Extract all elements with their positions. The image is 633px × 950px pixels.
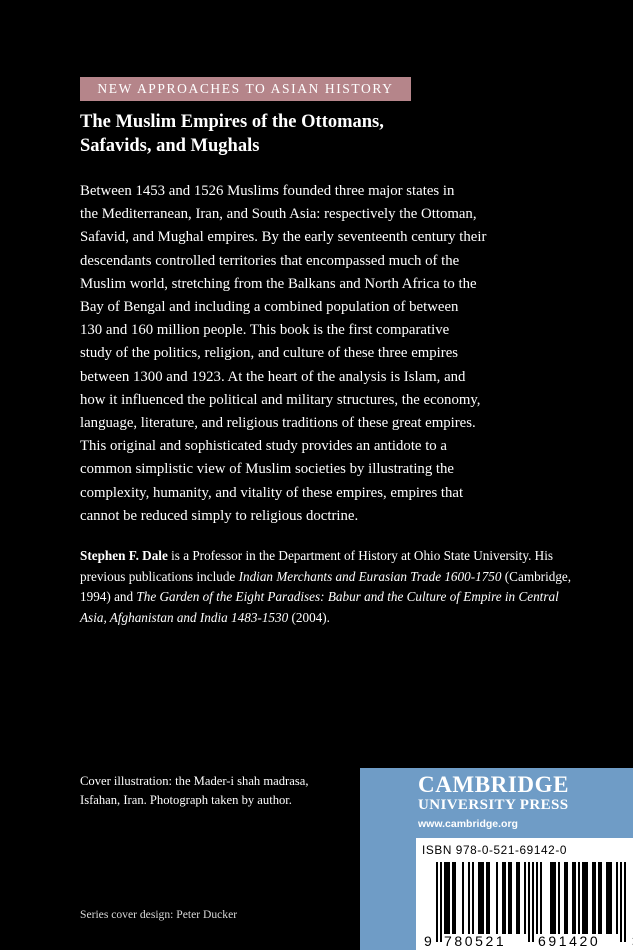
barcode-bar <box>552 862 554 934</box>
blurb-line: cannot be reduced simply to religious doctrine. <box>80 507 359 524</box>
barcode-bar <box>468 862 470 934</box>
blurb-line: descendants controlled territories that encompassed much of the <box>80 252 460 269</box>
cover-credit-line: Cover illustration: the Mader-i shah madrasa, <box>80 774 309 788</box>
barcode-bar <box>620 862 622 942</box>
barcode-bar <box>444 862 446 934</box>
barcode-bar <box>578 862 580 934</box>
barcode-bar <box>482 862 484 934</box>
series-banner: NEW APPROACHES TO ASIAN HISTORY <box>80 77 411 101</box>
barcode-bar <box>594 862 596 934</box>
blurb-line: complexity, humanity, and vitality of these empires, empires that <box>80 484 464 501</box>
blurb-line: Bay of Bengal and including a combined population of between <box>80 299 459 316</box>
barcode-bar <box>496 862 498 934</box>
blurb-line: This original and sophisticated study provides an antidote to a <box>80 438 447 455</box>
series-design-credit: Series cover design: Peter Ducker <box>80 908 238 921</box>
barcode-bar <box>592 862 594 934</box>
isbn-label: ISBN 978-0-521-69142-0 <box>422 843 568 857</box>
blurb-line: common simplistic view of Muslim societies by illustrating the <box>80 461 454 478</box>
publisher-subtitle: UNIVERSITY PRESS <box>418 797 569 813</box>
author-bio-text: (Cambridge, 1994) and <box>80 568 572 604</box>
publisher-logo: CAMBRIDGE <box>418 772 570 797</box>
barcode-bar <box>462 862 464 934</box>
blurb-line: language, literature, and religious traditions of these great empires. <box>80 415 476 432</box>
barcode-bar <box>446 862 448 934</box>
barcode-bar <box>574 862 576 934</box>
barcode-bar <box>598 862 600 934</box>
barcode-bar <box>532 862 534 942</box>
barcode-bar <box>436 862 438 942</box>
barcode-bar <box>454 862 456 934</box>
blurb-line: study of the politics, religion, and culture of these three empires <box>80 345 459 362</box>
previous-book-title: The Garden of the Eight Paradises: Babur and the Culture of Empire in Central Asia, Afghanistan and India 1483-1530 <box>80 589 559 625</box>
barcode-bar <box>508 862 510 934</box>
barcode-bar <box>540 862 542 934</box>
barcode-bar <box>624 862 626 942</box>
barcode-bar <box>516 862 518 934</box>
barcode-bar <box>528 862 530 942</box>
barcode-bar <box>510 862 512 934</box>
barcode-bar <box>448 862 450 934</box>
barcode-bar <box>554 862 556 934</box>
barcode-bar <box>564 862 566 934</box>
title-line-2: Safavids, and Mughals <box>80 136 260 156</box>
barcode-bar <box>586 862 588 934</box>
previous-book-title: Indian Merchants and Eurasian Trade 1600-1750 <box>238 568 502 584</box>
title-line-1: The Muslim Empires of the Ottomans, <box>80 112 384 132</box>
blurb-line: between 1300 and 1923. At the heart of the analysis is Islam, and <box>80 368 466 385</box>
barcode-bar <box>582 862 584 934</box>
barcode-bar <box>572 862 574 934</box>
author-bio-text: (2004). <box>288 609 330 625</box>
author-name: Stephen F. Dale <box>80 548 168 563</box>
cover-credit-line: Isfahan, Iran. Photograph taken by author. <box>80 792 292 807</box>
publisher-panel <box>360 768 633 950</box>
barcode-digits: 691420 <box>538 933 601 949</box>
barcode-bar <box>486 862 488 934</box>
barcode-digits: 780521 <box>444 933 507 949</box>
barcode-bar <box>600 862 602 934</box>
barcode-bar <box>480 862 482 934</box>
book-title <box>80 110 560 158</box>
barcode-bar <box>608 862 610 934</box>
barcode-bar <box>584 862 586 934</box>
blurb-line: Muslim world, stretching from the Balkans and North Africa to the <box>80 275 477 292</box>
book-blurb <box>80 180 580 528</box>
barcode <box>416 838 633 950</box>
barcode-bar <box>488 862 490 934</box>
barcode-bar <box>606 862 608 934</box>
barcode-bar <box>478 862 480 934</box>
blurb-line: 130 and 160 million people. This book is the first comparative <box>80 322 450 339</box>
barcode-bar <box>616 862 618 934</box>
blurb-line: how it influenced the political and military structures, the economy, <box>80 391 481 408</box>
author-bio <box>80 546 580 628</box>
barcode-bar <box>550 862 552 934</box>
barcode-bar <box>524 862 526 934</box>
barcode-bar <box>610 862 612 934</box>
blurb-line: Safavid, and Mughal empires. By the early seventeenth century their <box>80 229 487 246</box>
barcode-bar <box>566 862 568 934</box>
barcode-bar <box>504 862 506 934</box>
barcode-digits: 9 <box>424 933 435 949</box>
blurb-line: the Mediterranean, Iran, and South Asia: respectively the Ottoman, <box>80 206 477 223</box>
barcode-bar <box>472 862 474 934</box>
author-bio-text: is a Professor in the Department of History at Ohio State University. His previous publications include <box>80 548 553 584</box>
barcode-bar <box>502 862 504 934</box>
barcode-bar <box>558 862 560 934</box>
barcode-bar <box>536 862 538 934</box>
barcode-bar <box>518 862 520 934</box>
publisher-url: www.cambridge.org <box>418 818 518 830</box>
barcode-bar <box>452 862 454 934</box>
cover-illustration-credit <box>80 772 370 809</box>
barcode-bar <box>440 862 442 942</box>
barcode-box <box>416 838 633 950</box>
blurb-line: Between 1453 and 1526 Muslims founded three major states in <box>80 183 455 199</box>
